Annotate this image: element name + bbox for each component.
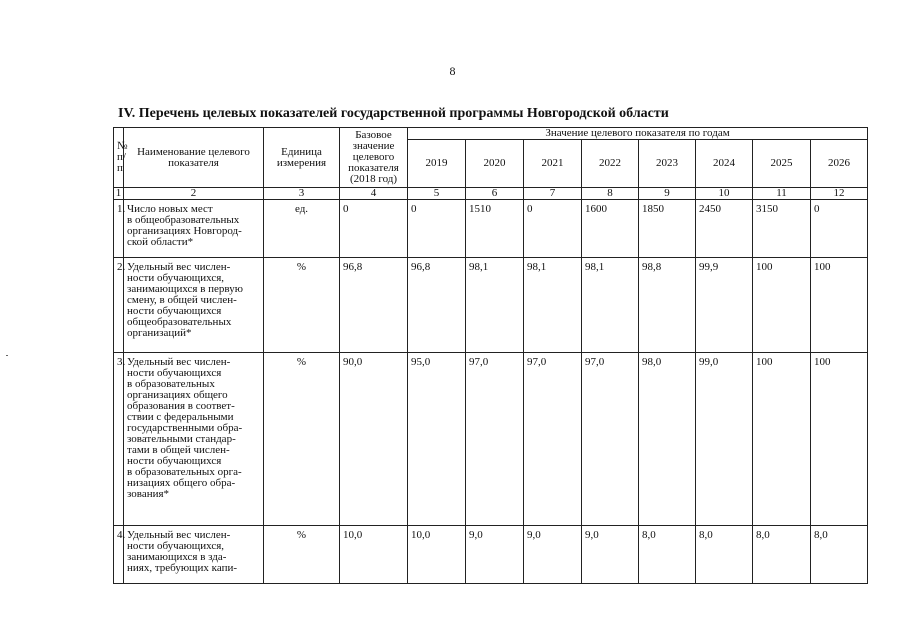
- header-years-group: Значение целевого показателя по годам: [408, 128, 868, 140]
- header-unit: Единица измерения: [264, 128, 340, 188]
- column-number: 8: [582, 188, 639, 200]
- row-name: Удельный вес числен- ности обучающихся в образовательных организациях общего образования в соответ- ствии с федеральными государственными обра- зовательными стандар- тами в общей числен- ности обучающихся в образовательных орга- низациях общего обра- зования*: [124, 353, 264, 526]
- indicators-table: [113, 127, 868, 584]
- row-value: 100: [811, 353, 868, 526]
- header-year: 2025: [753, 140, 811, 188]
- row-name: Удельный вес числен- ности обучающихся, занимающихся в первую смену, в общей числен- ности обучающихся общеобразовательных организаций*: [124, 258, 264, 353]
- row-value: 98,1: [582, 258, 639, 353]
- row-num: 3.: [114, 353, 124, 526]
- row-base: 10,0: [340, 526, 408, 584]
- header-year: 2023: [639, 140, 696, 188]
- column-number: 4: [340, 188, 408, 200]
- header-year: 2022: [582, 140, 639, 188]
- column-number: 6: [466, 188, 524, 200]
- row-value: 0: [408, 200, 466, 258]
- row-value: 8,0: [639, 526, 696, 584]
- row-value: 99,0: [696, 353, 753, 526]
- header-num: № п/п: [114, 128, 124, 188]
- row-value: 100: [811, 258, 868, 353]
- row-value: 98,1: [466, 258, 524, 353]
- column-number: 5: [408, 188, 466, 200]
- section-heading: IV. Перечень целевых показателей государственной программы Новгородской области: [118, 106, 669, 121]
- row-value: 2450: [696, 200, 753, 258]
- header-base: Базовое значение целевого показателя (2018 год): [340, 128, 408, 188]
- row-value: 3150: [753, 200, 811, 258]
- table-row: [114, 353, 868, 526]
- row-value: 95,0: [408, 353, 466, 526]
- row-value: 1510: [466, 200, 524, 258]
- column-number: 12: [811, 188, 868, 200]
- column-number: 3: [264, 188, 340, 200]
- page-number: 8: [449, 64, 456, 78]
- row-value: 10,0: [408, 526, 466, 584]
- row-name: Число новых мест в общеобразовательных организациях Новгород- ской области*: [124, 200, 264, 258]
- row-name: Удельный вес числен- ности обучающихся, занимающихся в зда- ниях, требующих капи-: [124, 526, 264, 584]
- row-value: 98,8: [639, 258, 696, 353]
- row-num: 1.: [114, 200, 124, 258]
- column-number: 7: [524, 188, 582, 200]
- row-unit: %: [264, 526, 340, 584]
- row-value: 9,0: [466, 526, 524, 584]
- column-numbers-row: [114, 188, 868, 200]
- column-number: 1: [114, 188, 124, 200]
- column-number: 10: [696, 188, 753, 200]
- header-year: 2020: [466, 140, 524, 188]
- header-name: Наименование целевого показателя: [124, 128, 264, 188]
- row-unit: ед.: [264, 200, 340, 258]
- row-unit: %: [264, 258, 340, 353]
- row-unit: %: [264, 353, 340, 526]
- row-value: 9,0: [524, 526, 582, 584]
- row-num: 4.: [114, 526, 124, 584]
- table-row: [114, 258, 868, 353]
- row-value: 1850: [639, 200, 696, 258]
- row-value: 0: [524, 200, 582, 258]
- header-year: 2019: [408, 140, 466, 188]
- row-value: 8,0: [753, 526, 811, 584]
- row-value: 100: [753, 353, 811, 526]
- row-value: 8,0: [811, 526, 868, 584]
- table-row: [114, 200, 868, 258]
- row-value: 1600: [582, 200, 639, 258]
- table-row: [114, 526, 868, 584]
- row-value: 8,0: [696, 526, 753, 584]
- column-number: 11: [753, 188, 811, 200]
- row-value: 0: [811, 200, 868, 258]
- row-value: 98,1: [524, 258, 582, 353]
- row-value: 100: [753, 258, 811, 353]
- header-year: 2024: [696, 140, 753, 188]
- row-value: 97,0: [582, 353, 639, 526]
- row-value: 96,8: [408, 258, 466, 353]
- column-number: 9: [639, 188, 696, 200]
- header-year: 2021: [524, 140, 582, 188]
- row-base: 90,0: [340, 353, 408, 526]
- row-num: 2.: [114, 258, 124, 353]
- row-value: 97,0: [466, 353, 524, 526]
- row-value: 99,9: [696, 258, 753, 353]
- header-year: 2026: [811, 140, 868, 188]
- column-number: 2: [124, 188, 264, 200]
- row-base: 0: [340, 200, 408, 258]
- row-base: 96,8: [340, 258, 408, 353]
- row-value: 98,0: [639, 353, 696, 526]
- row-value: 97,0: [524, 353, 582, 526]
- scan-artifact: [6, 355, 8, 356]
- row-value: 9,0: [582, 526, 639, 584]
